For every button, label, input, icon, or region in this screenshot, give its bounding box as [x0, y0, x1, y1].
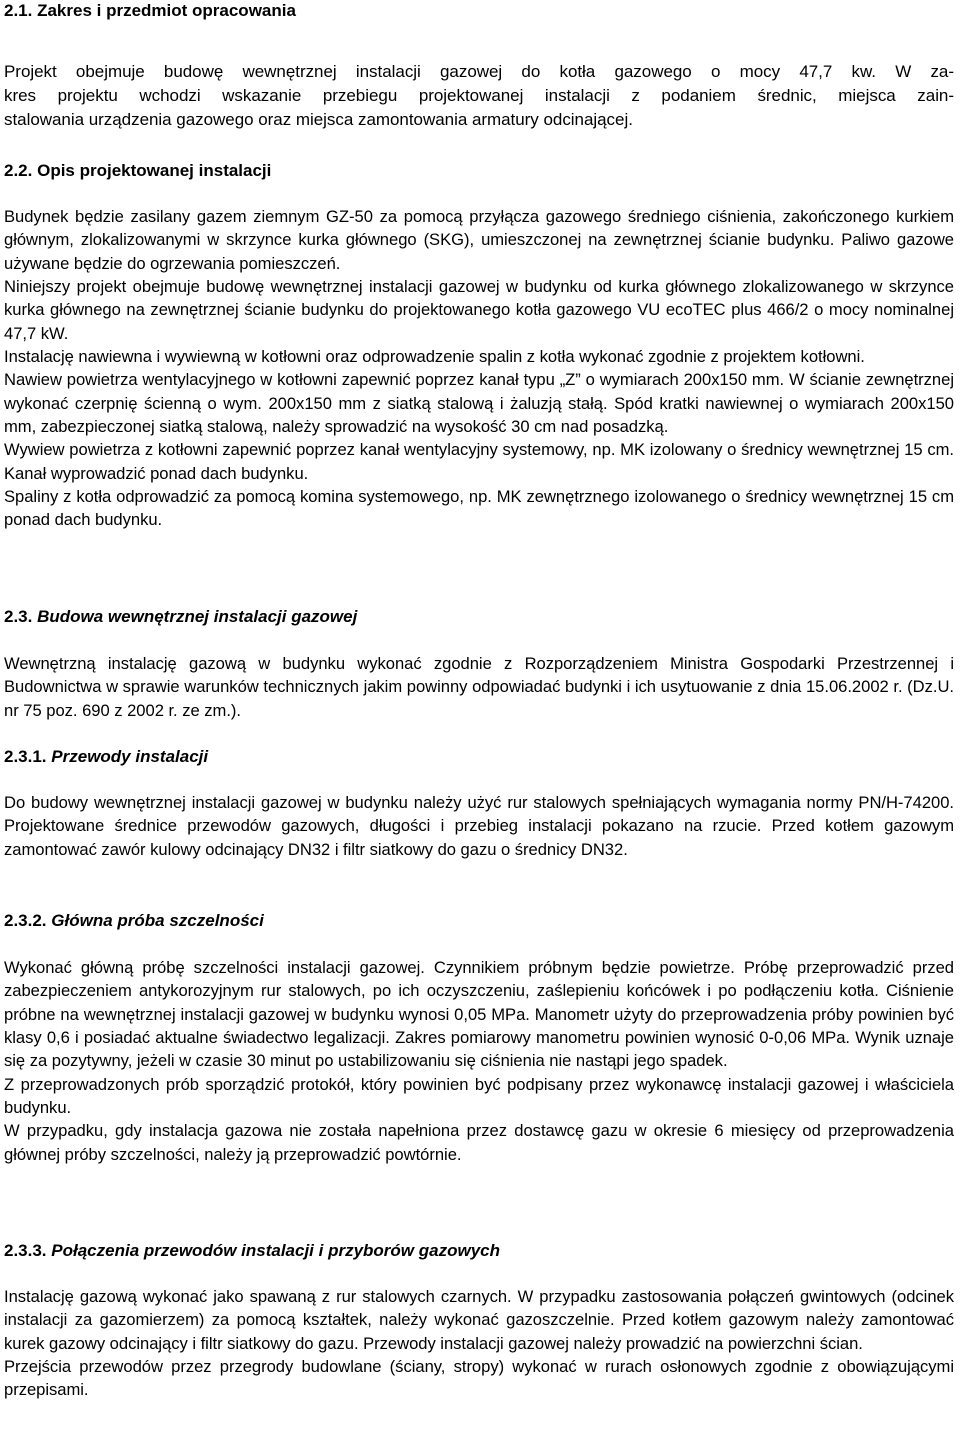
section-body-2-3-3 — [4, 1285, 954, 1402]
section-heading-2-3-1 — [4, 746, 208, 768]
section-title: Budowa wewnętrznej instalacji gazowej — [37, 607, 358, 626]
paragraph: Przejścia przewodów przez przegrody budowlane (ściany, stropy) wykonać w rurach osłonowych zgodnie z obowiązującymi przepisami. — [4, 1357, 954, 1400]
section-body-2-1 — [4, 60, 954, 132]
section-number: 2.2. — [4, 161, 33, 180]
section-title: Przewody instalacji — [51, 747, 209, 766]
paragraph — [4, 60, 954, 132]
paragraph: Z przeprowadzonych prób sporządzić protokół, który powinien być podpisany przez wykonawcę instalacji gazowej i właściciela budynku. — [4, 1074, 954, 1118]
section-body-2-3 — [4, 652, 954, 722]
section-body-2-3-2 — [4, 956, 954, 1166]
section-title: Główna próba szczelności — [51, 911, 264, 930]
section-number: 2.3.3. — [4, 1241, 47, 1260]
paragraph: Wywiew powietrza z kotłowni zapewnić poprzez kanał wentylacyjny systemowy, np. MK izolowany o średnicy wewnętrznej 15 cm. Kanał wyprowadzić ponad dach budynku. — [4, 440, 954, 483]
paragraph: Spaliny z kotła odprowadzić za pomocą komina systemowego, np. MK zewnętrznego izolowanego o średnicy wewnętrznej 15 cm ponad dach budynku. — [4, 487, 954, 530]
section-number: 2.3. — [4, 607, 33, 626]
paragraph: Nawiew powietrza wentylacyjnego w kotłowni zapewnić poprzez kanał typu „Z” o wymiarach 200x150 mm. W ścianie zewnętrznej wykonać czerpnię ścienną o wym. 200x150 mm z siatką stalową i żaluzją stałą. Spód kratki nawiewnej o wymiarach 200x150 mm, zabezpieczonej siatką stalową, należy sprowadzić na wysokość 30 cm nad posadzką. — [4, 370, 954, 437]
section-body-2-2 — [4, 205, 954, 532]
text-line: kres projektu wchodzi wskazanie przebiegu projektowanej instalacji z podaniem średnic, miejsca zain- — [4, 86, 954, 105]
paragraph: Budynek będzie zasilany gazem ziemnym GZ-50 za pomocą przyłącza gazowego średniego ciśnienia, zakończonego kurkiem głównym, zlokalizowanymi w skrzynce kurka głównego (SKG), umieszczonej na zewnętrznej ścianie budynku. Paliwo gazowe używane będzie do ogrzewania pomieszczeń. — [4, 207, 954, 273]
section-title: Opis projektowanej instalacji — [37, 161, 272, 180]
paragraph: Instalację gazową wykonać jako spawaną z rur stalowych czarnych. W przypadku zastosowania połączeń gwintowych (odcinek instalacji za gazomierzem) za pomocą kształtek, należy wykonać gazoszczelnie. Przed kotłem gazowym należy zamontować kurek gazowy odcinający i filtr siatkowy do gazu. Przewody instalacji gazowej należy prowadzić na powierzchni ścian. — [4, 1287, 954, 1353]
paragraph: Instalację nawiewna i wywiewną w kotłowni oraz odprowadzenie spalin z kotła wykonać zgodnie z projektem kotłowni. — [4, 347, 865, 367]
section-heading-2-3-3 — [4, 1240, 500, 1262]
section-number: 2.3.1. — [4, 747, 47, 766]
section-title: Połączenia przewodów instalacji i przyborów gazowych — [51, 1241, 500, 1260]
paragraph: Wykonać główną próbę szczelności instalacji gazowej. Czynnikiem próbnym będzie powietrze. Próbę przeprowadzić przed zabezpieczeniem antykorozyjnym rur stalowych, po ich oczyszczeniu, zaślepieniu końcówek i po podłączeniu kotła. Ciśnienie próbne na wewnętrznej instalacji gazowej w budynku wynosi 0,05 MPa. Manometr użyty do przeprowadzenia próby powinien być klasy 0,6 i posiadać aktualne świadectwo legalizacji. Zakres pomiarowy manometru powinien wynosić 0-0,06 MPa. Wynik uznaje się za pozytywny, jeżeli w czasie 30 minut po ustabilizowaniu się ciśnienia nie nastąpi jego spadek. — [4, 958, 954, 1071]
paragraph: Do budowy wewnętrznej instalacji gazowej w budynku należy użyć rur stalowych spełniających wymagania normy PN/H-74200. Projektowane średnice przewodów gazowych, długości i przebieg instalacji pokazano na rzucie. Przed kotłem gazowym zamontować zawór kulowy odcinający DN32 i filtr siatkowy do gazu o średnicy DN32. — [4, 793, 954, 859]
section-heading-2-1: 2.1. Zakres i przedmiot opracowania — [4, 1, 296, 20]
text-line: stalowania urządzenia gazowego oraz miejsca zamontowania armatury odcinającej. — [4, 110, 633, 129]
paragraph: Niniejszy projekt obejmuje budowę wewnętrznej instalacji gazowej w budynku od kurka głównego zlokalizowanego w skrzynce kurka głównego na zewnętrznej ścianie budynku do projektowanego kotła gazowego VU ecoTEC plus 466/2 o mocy nominalnej 47,7 kW. — [4, 277, 954, 343]
section-number: 2.3.2. — [4, 911, 47, 930]
text-line: Projekt obejmuje budowę wewnętrznej instalacji gazowej do kotła gazowego o mocy 47,7 kw. W za- — [4, 62, 954, 81]
section-heading-2-2 — [4, 160, 271, 182]
paragraph: Wewnętrzną instalację gazową w budynku wykonać zgodnie z Rozporządzeniem Ministra Gospodarki Przestrzennej i Budownictwa w sprawie warunków technicznych jakim powinny odpowiadać budynki i ich usytuowanie z dnia 15.06.2002 r. (Dz.U. nr 75 poz. 690 z 2002 r. ze zm.). — [4, 654, 954, 720]
section-body-2-3-1 — [4, 791, 954, 861]
section-heading-2-3 — [4, 606, 357, 628]
paragraph: W przypadku, gdy instalacja gazowa nie została napełniona przez dostawcę gazu w okresie 6 miesięcy od przeprowadzenia głównej próby szczelności, należy ją przeprowadzić powtórnie. — [4, 1121, 954, 1164]
section-heading-2-3-2 — [4, 910, 264, 932]
